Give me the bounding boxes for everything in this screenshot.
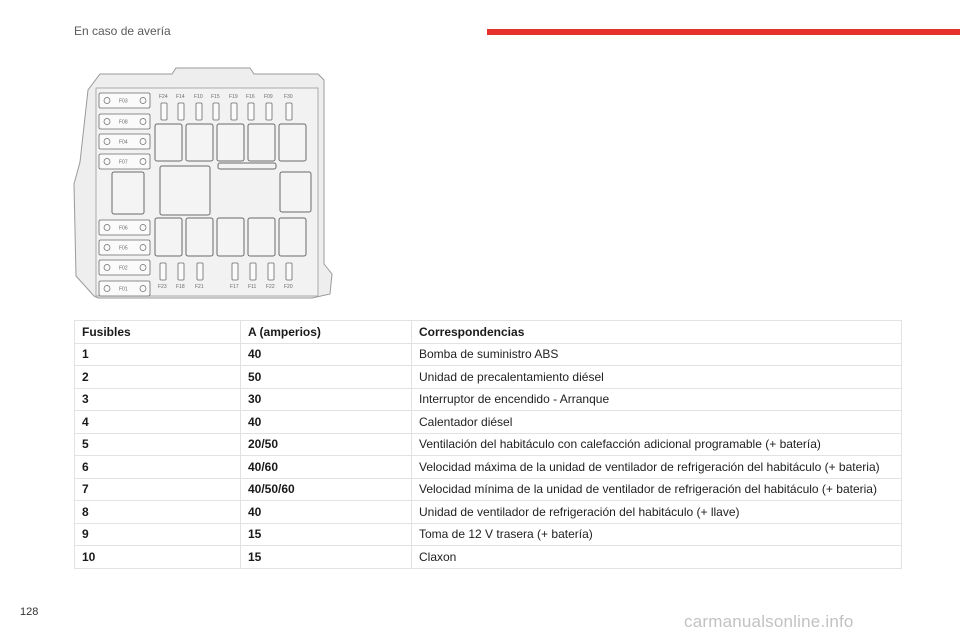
- fuse-label: F19: [229, 94, 238, 100]
- fuse-label: F02: [119, 265, 128, 272]
- cell-fuse-number: 7: [75, 478, 241, 501]
- fuse-box-diagram: [72, 66, 334, 300]
- fuse-label: F21: [195, 284, 204, 290]
- page-number: 128: [20, 606, 39, 618]
- cell-fuse-number: 4: [75, 411, 241, 434]
- mini-fuse: [250, 263, 256, 280]
- cell-correspondence: Velocidad mínima de la unidad de ventilador de refrigeración del habitáculo (+ bateria): [412, 478, 902, 501]
- cell-amperage: 40: [241, 343, 412, 366]
- fuse-label: F14: [176, 94, 185, 100]
- fuse-label: F07: [119, 159, 128, 166]
- section-title: En caso de avería: [74, 24, 171, 38]
- cell-fuse-number: 8: [75, 501, 241, 524]
- table-row: [75, 343, 902, 366]
- mini-fuse: [178, 103, 184, 120]
- fuse-label: F10: [194, 94, 203, 100]
- relay: [217, 218, 244, 256]
- mini-fuse: [178, 263, 184, 280]
- fuse-label: F01: [119, 286, 128, 293]
- fuse-label: F20: [284, 284, 293, 290]
- mini-fuse: [266, 103, 272, 120]
- cell-fuse-number: 9: [75, 523, 241, 546]
- mini-fuse: [286, 103, 292, 120]
- column-header-fusibles: Fusibles: [75, 321, 241, 344]
- column-header-correspondencias: Correspondencias: [412, 321, 902, 344]
- cell-correspondence: Unidad de ventilador de refrigeración del habitáculo (+ llave): [412, 501, 902, 524]
- column-header-amperios: A (amperios): [241, 321, 412, 344]
- cell-fuse-number: 2: [75, 366, 241, 389]
- fuse-label: F11: [248, 284, 257, 290]
- cell-amperage: 40/50/60: [241, 478, 412, 501]
- cell-amperage: 40: [241, 411, 412, 434]
- cell-correspondence: Toma de 12 V trasera (+ batería): [412, 523, 902, 546]
- fuse-label: F09: [264, 94, 273, 100]
- cell-correspondence: Claxon: [412, 546, 902, 569]
- cell-fuse-number: 5: [75, 433, 241, 456]
- cell-amperage: 30: [241, 388, 412, 411]
- table-row: [75, 478, 902, 501]
- watermark: carmanualsonline.info: [684, 612, 854, 631]
- fuse-label: F30: [284, 94, 293, 100]
- fuse-label: F08: [119, 119, 128, 126]
- cell-fuse-number: 10: [75, 546, 241, 569]
- cell-amperage: 15: [241, 546, 412, 569]
- mini-fuse: [196, 103, 202, 120]
- cell-amperage: 50: [241, 366, 412, 389]
- table-row: [75, 456, 902, 479]
- fuse-table: [74, 320, 902, 569]
- cell-amperage: 15: [241, 523, 412, 546]
- cell-correspondence: Interruptor de encendido - Arranque: [412, 388, 902, 411]
- mini-fuse: [213, 103, 219, 120]
- fuse-label: F06: [119, 225, 128, 232]
- relay: [186, 218, 213, 256]
- fuse-label: F23: [158, 284, 167, 290]
- cell-fuse-number: 3: [75, 388, 241, 411]
- fuse-label: F22: [266, 284, 275, 290]
- table-row: [75, 411, 902, 434]
- relay: [280, 172, 311, 212]
- cell-fuse-number: 6: [75, 456, 241, 479]
- relay: [112, 172, 144, 214]
- table-row: [75, 366, 902, 389]
- mini-fuse: [161, 103, 167, 120]
- relay: [248, 124, 275, 161]
- table-row: [75, 523, 902, 546]
- cell-correspondence: Unidad de precalentamiento diésel: [412, 366, 902, 389]
- table-row: [75, 433, 902, 456]
- relay: [155, 218, 182, 256]
- connector-slot: [218, 163, 276, 169]
- table-row: [75, 388, 902, 411]
- table-header-row: [75, 321, 902, 344]
- relay: [186, 124, 213, 161]
- cell-correspondence: Bomba de suministro ABS: [412, 343, 902, 366]
- cell-correspondence: Velocidad máxima de la unidad de ventilador de refrigeración del habitáculo (+ bateria): [412, 456, 902, 479]
- cell-amperage: 40: [241, 501, 412, 524]
- fuse-label: F04: [119, 139, 128, 146]
- mini-fuse: [268, 263, 274, 280]
- relay: [248, 218, 275, 256]
- mini-fuse: [197, 263, 203, 280]
- relay: [155, 124, 182, 161]
- mini-fuse: [160, 263, 166, 280]
- cell-amperage: 40/60: [241, 456, 412, 479]
- table-row: [75, 501, 902, 524]
- cell-correspondence: Calentador diésel: [412, 411, 902, 434]
- header-accent-bar: [487, 29, 960, 35]
- mini-fuse: [232, 263, 238, 280]
- cell-amperage: 20/50: [241, 433, 412, 456]
- mini-fuse: [231, 103, 237, 120]
- fuse-label: F18: [176, 284, 185, 290]
- table-row: [75, 546, 902, 569]
- cell-correspondence: Ventilación del habitáculo con calefacción adicional programable (+ batería): [412, 433, 902, 456]
- relay: [279, 124, 306, 161]
- fuse-label: F17: [230, 284, 239, 290]
- fuse-label: F15: [211, 94, 220, 100]
- relay: [217, 124, 244, 161]
- mini-fuse: [286, 263, 292, 280]
- fuse-label: F24: [159, 94, 168, 100]
- fuse-label: F05: [119, 245, 128, 252]
- fuse-label: F03: [119, 98, 128, 105]
- relay: [160, 166, 210, 215]
- cell-fuse-number: 1: [75, 343, 241, 366]
- mini-fuse: [248, 103, 254, 120]
- fuse-label: F16: [246, 94, 255, 100]
- relay: [279, 218, 306, 256]
